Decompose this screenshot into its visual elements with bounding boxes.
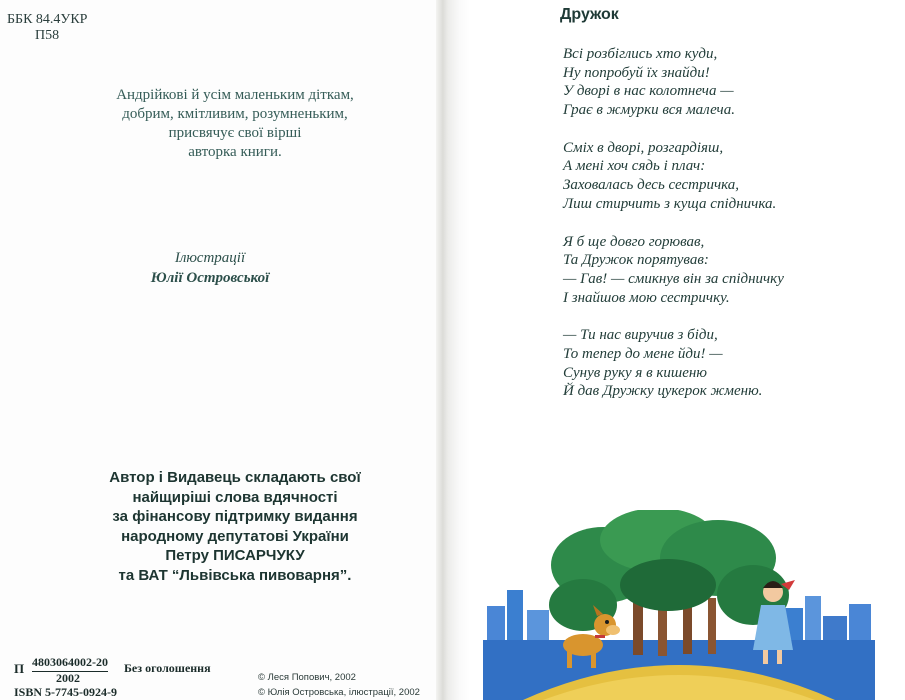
acknowledgement-line: та ВАТ “Львівська пивоварня”. <box>118 566 352 584</box>
poem-line: Я б ще довго горював, <box>563 233 705 250</box>
acknowledgement-line: Автор і Видавець складають свої <box>109 469 361 486</box>
poem-line: — Ти нас виручив з біди, <box>563 327 718 344</box>
imprint-no-ad: Без оголошення <box>124 661 211 675</box>
illustrator-label: Ілюстрації <box>174 250 246 266</box>
illustrator-name: Юлії Островської <box>150 270 270 286</box>
acknowledgement-line: за фінансову підтримку видання <box>112 508 358 525</box>
poem-line: У дворі в нас колотнеча — <box>563 83 734 100</box>
dedication-line: авторка книги. <box>188 144 282 160</box>
imprint-letter: П <box>14 661 25 676</box>
poem <box>563 45 893 420</box>
dedication-line: Андрійкові й усім маленьким діткам, <box>116 87 354 103</box>
poem-line: — Гав! — смикнув він за спідничку <box>563 270 784 287</box>
poem-line: Грає в жмурки вся малеча. <box>563 102 735 119</box>
poem-line: Заховалась десь сестричка, <box>563 177 740 194</box>
isbn: ISBN 5-7745-0924-9 <box>14 685 118 699</box>
imprint-year: 2002 <box>56 671 80 685</box>
acknowledgement-line: Петру ПИСАРЧУКУ <box>165 547 305 564</box>
poem-line: І знайшов мою сестричку. <box>563 289 730 306</box>
bbk-author-mark: П58 <box>35 28 60 43</box>
copyright <box>258 670 420 700</box>
poem-stanza <box>563 233 893 308</box>
dedication-line: присвячує свої вірші <box>168 125 302 141</box>
copyright-line: © Юлія Островська, ілюстрації, 2002 <box>258 687 420 698</box>
book-gutter <box>436 0 470 700</box>
illustrator-credit <box>110 248 310 288</box>
poem-line: Ну попробуй їх знайди! <box>563 64 710 81</box>
illustration <box>483 510 875 700</box>
bbk-classification <box>7 12 87 44</box>
copyright-line: © Леся Попович, 2002 <box>258 672 356 683</box>
poem-line: Лиш стирчить з куща спідничка. <box>563 195 777 212</box>
poem-line: Сміх в дворі, розгардіяш, <box>563 139 724 156</box>
poem-line: Й дав Дружку цукерок жменю. <box>563 383 763 400</box>
acknowledgement-line: народному депутатові України <box>121 527 349 545</box>
imprint-code: 4803064002-20 <box>32 655 108 672</box>
bbk-code: ББК 84.4УКР <box>7 12 88 27</box>
acknowledgement <box>60 468 410 585</box>
poem-line: А мені хоч сядь і плач: <box>563 158 706 175</box>
poem-line: Всі розбіглись хто куди, <box>563 46 718 62</box>
acknowledgement-line: найщиріші слова вдячності <box>132 488 338 506</box>
poem-stanza <box>563 139 893 214</box>
dedication <box>60 86 410 162</box>
poem-stanza <box>563 45 893 120</box>
dedication-line: добрим, кмітливим, розумненьким, <box>122 106 348 122</box>
poem-line: То тепер до мене йди! — <box>563 345 723 362</box>
poem-line: Сунув руку я в кишеню <box>563 364 707 381</box>
poem-stanza <box>563 326 893 401</box>
poem-line: Та Дружок порятував: <box>563 252 709 269</box>
poem-title: Дружок <box>560 6 619 23</box>
